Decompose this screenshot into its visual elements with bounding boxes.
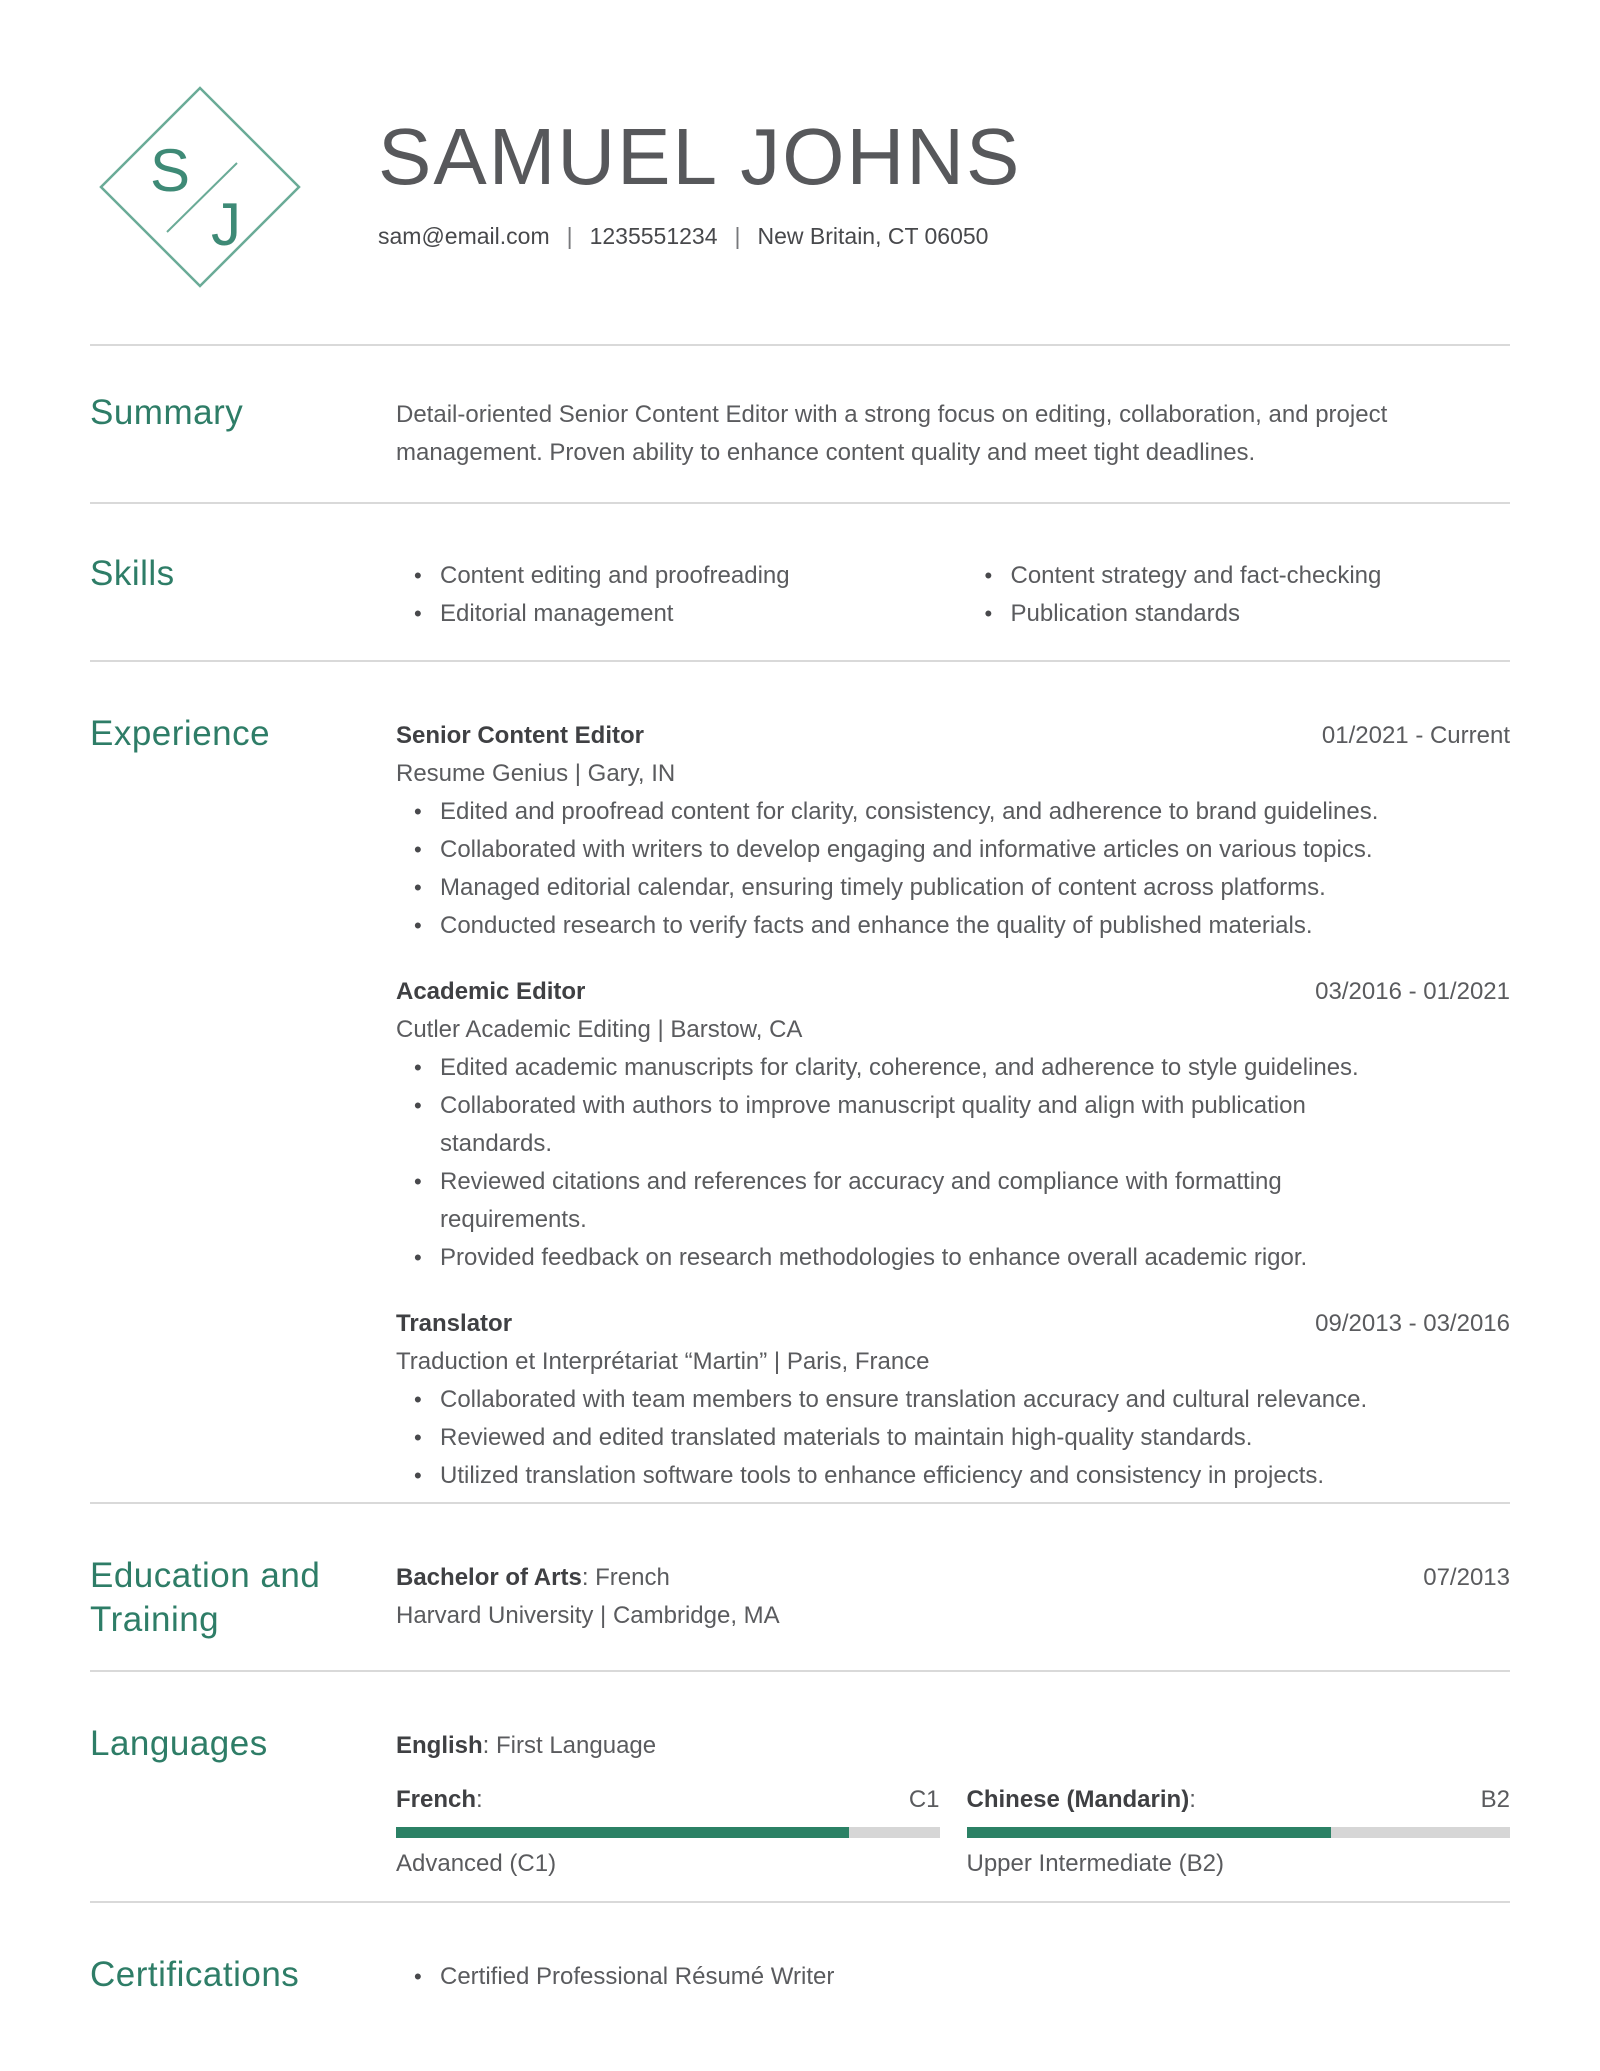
job-title: Senior Content Editor (396, 722, 644, 749)
language-progress-fill (396, 1827, 849, 1838)
education-section-title: Education and Training (90, 1556, 321, 1639)
section-languages (90, 1672, 1510, 1901)
experience-jobs (396, 717, 1510, 1495)
header-text (378, 85, 1021, 251)
text-line: management. Proven ability to enhance content quality and meet tight deadlines. (396, 439, 1256, 466)
text-line: • Edited academic manuscripts for clarity, coherence, and adherence to style guidelines. (440, 1054, 1359, 1081)
job-entry (396, 717, 1510, 945)
job-dates: 03/2016 - 01/2021 (1315, 978, 1510, 1005)
text-line: requirements. (440, 1206, 587, 1233)
bullet-item (396, 1419, 1510, 1457)
bullet-item (396, 831, 1510, 869)
language-level-code: B2 (1480, 1786, 1510, 1813)
summary-section-title: Summary (90, 393, 244, 432)
language-progress-fill (967, 1827, 1331, 1838)
monogram-first-initial: S (149, 137, 191, 204)
summary-text (396, 396, 1510, 472)
language-name-line (967, 1781, 1196, 1819)
job-header (396, 717, 1510, 755)
language-level-code: C1 (908, 1786, 940, 1813)
job-entry (396, 1305, 1510, 1495)
language-name-line (396, 1781, 483, 1819)
education-header (396, 1559, 1510, 1597)
monogram-diamond-logo (98, 85, 302, 289)
section-experience (90, 662, 1510, 1502)
language-progress-bar (967, 1827, 1511, 1838)
job-header (396, 1305, 1510, 1343)
bullet-item (396, 907, 1510, 945)
certification-list (396, 1958, 1510, 1997)
job-dates: 09/2013 - 03/2016 (1315, 1310, 1510, 1337)
job-dates: 01/2021 - Current (1321, 722, 1510, 749)
bullet-item (396, 869, 1510, 907)
experience-section-title: Experience (90, 714, 271, 753)
text-line: • Reviewed and edited translated materials to maintain high-quality standards. (440, 1424, 1253, 1451)
section-education (90, 1504, 1510, 1670)
job-bullets (396, 1381, 1510, 1495)
pipe-separator: | (566, 223, 573, 249)
text-line: • Collaborated with writers to develop engaging and informative articles on various topics. (440, 836, 1373, 863)
language-header (396, 1781, 940, 1819)
job-company: Traduction et Interprétariat “Martin” | Paris, France (396, 1348, 930, 1375)
bullet-item (396, 1381, 1510, 1419)
text-line: • Utilized translation software tools to enhance efficiency and consistency in projects. (440, 1462, 1325, 1489)
job-entry (396, 973, 1510, 1277)
contact-phone: 1235551234 (589, 223, 718, 249)
text-line: • Collaborated with team members to ensure translation accuracy and cultural relevance. (440, 1386, 1368, 1413)
degree-line (396, 1559, 670, 1597)
job-company: Cutler Academic Editing | Barstow, CA (396, 1016, 803, 1043)
section-skills (90, 504, 1510, 660)
job-company: Resume Genius | Gary, IN (396, 760, 676, 787)
section-summary (90, 346, 1510, 502)
language-progress-bar (396, 1827, 940, 1838)
language-columns (396, 1781, 1510, 1883)
job-title: Translator (396, 1310, 513, 1337)
school-line: Harvard University | Cambridge, MA (396, 1602, 780, 1629)
bullet-item (396, 1163, 1510, 1239)
text-line: • Collaborated with authors to improve manuscript quality and align with publication (440, 1092, 1306, 1119)
bullet-item (396, 1239, 1510, 1277)
monogram-last-initial: J (211, 191, 241, 258)
skills-columns (396, 557, 1510, 633)
languages-content (396, 1727, 1510, 1883)
language-header (967, 1781, 1511, 1819)
skills-column-right (967, 557, 1511, 633)
language-block (967, 1781, 1511, 1883)
text-line: • Edited and proofread content for clarity, consistency, and adherence to brand guidelines. (440, 798, 1379, 825)
job-title: Academic Editor (396, 978, 586, 1005)
skill-text: • Content editing and proofreading (440, 562, 790, 589)
contact-line (378, 221, 1021, 251)
text-line: • Conducted research to verify facts and enhance the quality of published materials. (440, 912, 1313, 939)
bullet-item (396, 1087, 1510, 1163)
contact-email: sam@email.com (378, 223, 550, 249)
language-name-suffix: : (1189, 1786, 1196, 1813)
skills-column-left (396, 557, 940, 633)
certification-item (396, 1958, 1510, 1996)
text-line: • Provided feedback on research methodologies to enhance overall academic rigor. (440, 1244, 1308, 1271)
pipe-separator: | (734, 223, 741, 249)
degree-title: Bachelor of Arts (396, 1564, 582, 1591)
education-date: 07/2013 (1423, 1564, 1510, 1591)
bullet-item (396, 1049, 1510, 1087)
bullet-item (396, 793, 1510, 831)
diamond-outline (101, 88, 299, 286)
skill-item (396, 595, 940, 633)
job-header (396, 973, 1510, 1011)
header (90, 0, 1510, 344)
job-bullets (396, 793, 1510, 945)
languages-section-title: Languages (90, 1724, 268, 1763)
skill-text: • Editorial management (440, 600, 674, 627)
candidate-name: SAMUEL JOHNS (378, 112, 1022, 201)
skill-text: • Content strategy and fact-checking (1010, 562, 1382, 589)
skill-item (967, 557, 1511, 595)
contact-location: New Britain, CT 06050 (757, 223, 989, 249)
native-language-detail: : First Language (482, 1732, 657, 1759)
skill-item (967, 595, 1511, 633)
text-line: standards. (440, 1130, 553, 1157)
degree-detail: : French (581, 1564, 670, 1591)
language-block (396, 1781, 940, 1883)
language-level-label: Upper Intermediate (B2) (966, 1850, 1224, 1877)
job-bullets (396, 1049, 1510, 1277)
text-line: • Certified Professional Résumé Writer (440, 1963, 835, 1990)
education-entry (396, 1559, 1510, 1642)
bullet-item (396, 1457, 1510, 1495)
skill-text: • Publication standards (1010, 600, 1240, 627)
language-level-label: Advanced (C1) (396, 1850, 557, 1877)
certifications-section-title: Certifications (90, 1955, 300, 1994)
text-line: Detail-oriented Senior Content Editor with a strong focus on editing, collaboration, and project (396, 401, 1388, 428)
skills-section-title: Skills (90, 554, 175, 593)
native-language-line (396, 1727, 1510, 1765)
native-language-name: English (396, 1732, 483, 1759)
language-name: French (396, 1786, 477, 1813)
section-certifications (90, 1903, 1510, 1997)
language-name-suffix: : (476, 1786, 483, 1813)
text-line: • Reviewed citations and references for accuracy and compliance with formatting (440, 1168, 1282, 1195)
language-name: Chinese (Mandarin) (966, 1786, 1190, 1813)
text-line: • Managed editorial calendar, ensuring timely publication of content across platforms. (440, 874, 1326, 901)
skill-item (396, 557, 940, 595)
